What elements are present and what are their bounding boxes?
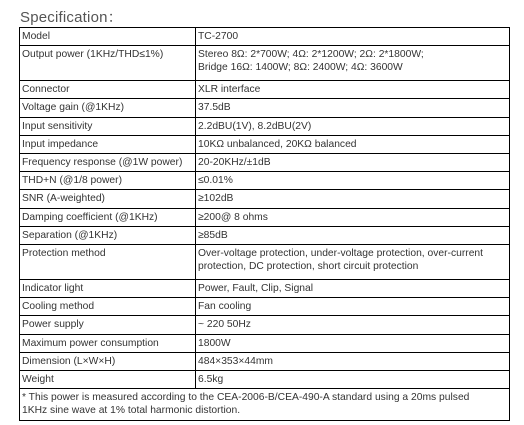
value-line: TC-2700	[198, 31, 239, 42]
row-value	[196, 81, 510, 99]
value-line: 484×353×44mm	[198, 355, 273, 367]
value-line: 20-20KHz/±1dB	[198, 157, 271, 169]
value-line: Over-voltage protection, under-voltage protection, over-current	[198, 248, 484, 260]
footnote	[20, 389, 510, 420]
value-line: ~ 220 50Hz	[198, 319, 251, 331]
value-line: 37.5dB	[198, 102, 231, 114]
row-label: Maximum power consumption	[20, 334, 196, 352]
row-label: Cooling method	[20, 298, 196, 316]
row-value	[196, 172, 510, 190]
row-label: Separation (@1KHz)	[20, 226, 196, 244]
table-row	[20, 28, 510, 46]
row-value	[196, 135, 510, 153]
table-row	[20, 316, 510, 334]
row-label: THD+N (@1/8 power)	[20, 172, 196, 190]
table-row	[20, 46, 510, 81]
value-line: Fan cooling	[198, 301, 252, 313]
value-line: Power, Fault, Clip, Signal	[198, 283, 314, 295]
row-value	[196, 99, 510, 117]
page-title: Specification：	[20, 9, 123, 26]
row-value	[196, 245, 510, 280]
row-value	[196, 352, 510, 370]
table-row	[20, 371, 510, 389]
footnote-line: 1KHz sine wave at 1% total harmonic distortion.	[22, 405, 241, 417]
row-value	[196, 190, 510, 208]
table-row	[20, 172, 510, 190]
row-label: Indicator light	[20, 280, 196, 298]
row-value	[196, 208, 510, 226]
row-value	[196, 371, 510, 389]
row-label: Frequency response (@1W power)	[20, 154, 196, 172]
value-line: 6.5kg	[198, 374, 224, 386]
row-label: Output power (1KHz/THD≤1%)	[20, 46, 196, 81]
row-label: Voltage gain (@1KHz)	[20, 99, 196, 117]
row-label: Connector	[20, 81, 196, 99]
row-value	[196, 154, 510, 172]
value-line: 1800W	[198, 337, 231, 349]
row-label: Protection method	[20, 245, 196, 280]
row-value	[196, 46, 510, 81]
row-value	[196, 117, 510, 135]
value-line: ≥85dB	[198, 229, 228, 241]
row-value	[196, 298, 510, 316]
row-label: Damping coefficient (@1KHz)	[20, 208, 196, 226]
table-row	[20, 135, 510, 153]
value-line: Stereo 8Ω: 2*700W; 4Ω: 2*1200W; 2Ω: 2*1800W;	[198, 49, 424, 61]
row-value	[196, 226, 510, 244]
row-value	[196, 316, 510, 334]
row-value	[196, 28, 510, 46]
row-value	[196, 334, 510, 352]
value-line: ≥102dB	[198, 193, 234, 205]
value-line: ≤0.01%	[198, 175, 233, 187]
value-line: XLR interface	[198, 84, 261, 96]
table-row	[20, 117, 510, 135]
table-row	[20, 190, 510, 208]
row-label: Model	[20, 28, 196, 46]
table-row	[20, 208, 510, 226]
table-row	[20, 334, 510, 352]
value-line: 10KΩ unbalanced, 20KΩ balanced	[198, 138, 357, 150]
table-row	[20, 389, 510, 420]
row-label: Input sensitivity	[20, 117, 196, 135]
table-row	[20, 81, 510, 99]
table-row	[20, 99, 510, 117]
footnote-line: * This power is measured according to the CEA-2006-B/CEA-490-A standard using a 20ms pulsed	[22, 392, 470, 404]
table-row	[20, 245, 510, 280]
table-row	[20, 280, 510, 298]
value-line: 2.2dBU(1V), 8.2dBU(2V)	[198, 120, 312, 132]
table-row	[20, 298, 510, 316]
row-label: Input impedance	[20, 135, 196, 153]
row-label: Dimension (L×W×H)	[20, 352, 196, 370]
table-row	[20, 226, 510, 244]
row-label: Weight	[20, 371, 196, 389]
row-value	[196, 280, 510, 298]
value-line: protection, DC protection, short circuit protection	[198, 261, 419, 273]
row-label: Power supply	[20, 316, 196, 334]
specification-table	[19, 27, 510, 421]
value-line: Bridge 16Ω: 1400W; 8Ω: 2400W; 4Ω: 3600W	[198, 62, 403, 74]
row-label: SNR (A-weighted)	[20, 190, 196, 208]
table-row	[20, 154, 510, 172]
value-line: ≥200@ 8 ohms	[198, 211, 268, 223]
table-row	[20, 352, 510, 370]
